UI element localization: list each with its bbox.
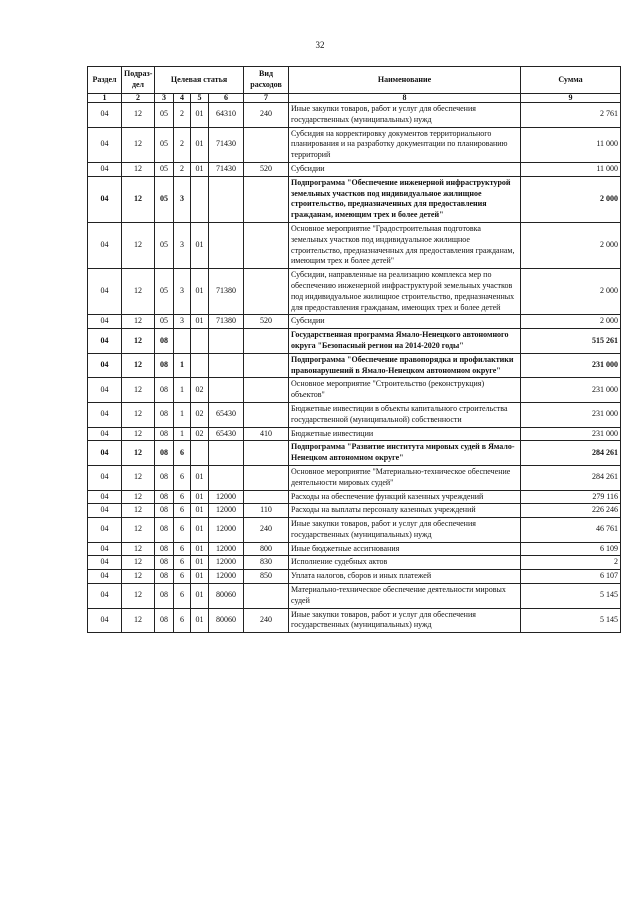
cell-direction <box>209 378 244 403</box>
cell-program: 08 <box>155 556 174 570</box>
cell-direction: 71430 <box>209 162 244 176</box>
cell-subprogram: 2 <box>174 127 191 162</box>
cell-podrazdel: 12 <box>122 427 155 441</box>
cell-vid <box>244 353 289 378</box>
cell-podrazdel: 12 <box>122 315 155 329</box>
table-row <box>88 269 621 315</box>
cell-direction <box>209 329 244 354</box>
cell-program: 08 <box>155 353 174 378</box>
table-body <box>88 103 621 633</box>
cell-vid: 110 <box>244 504 289 518</box>
table-row <box>88 353 621 378</box>
cell-event: 01 <box>191 570 209 584</box>
cell-program: 05 <box>155 103 174 128</box>
cell-sum: 231 000 <box>521 378 621 403</box>
column-number: 4 <box>174 94 191 103</box>
cell-vid: 850 <box>244 570 289 584</box>
cell-vid: 520 <box>244 162 289 176</box>
cell-event: 01 <box>191 556 209 570</box>
cell-name: Бюджетные инвестиции <box>289 427 521 441</box>
cell-subprogram: 1 <box>174 427 191 441</box>
cell-event: 01 <box>191 518 209 543</box>
cell-razdel: 04 <box>88 556 122 570</box>
cell-vid <box>244 127 289 162</box>
cell-event: 01 <box>191 608 209 633</box>
cell-sum: 231 000 <box>521 427 621 441</box>
cell-razdel: 04 <box>88 222 122 268</box>
cell-name: Расходы на выплаты персоналу казенных учреждений <box>289 504 521 518</box>
table-row <box>88 329 621 354</box>
cell-direction: 12000 <box>209 542 244 556</box>
cell-vid <box>244 176 289 222</box>
cell-direction: 12000 <box>209 556 244 570</box>
cell-event: 02 <box>191 378 209 403</box>
cell-direction: 71380 <box>209 315 244 329</box>
table-row <box>88 465 621 490</box>
cell-event: 01 <box>191 504 209 518</box>
cell-razdel: 04 <box>88 427 122 441</box>
header-row <box>88 67 621 94</box>
cell-podrazdel: 12 <box>122 570 155 584</box>
cell-event: 01 <box>191 162 209 176</box>
cell-subprogram: 6 <box>174 542 191 556</box>
cell-vid <box>244 465 289 490</box>
cell-sum: 226 246 <box>521 504 621 518</box>
cell-direction: 65430 <box>209 427 244 441</box>
cell-program: 08 <box>155 329 174 354</box>
cell-event <box>191 353 209 378</box>
cell-razdel: 04 <box>88 570 122 584</box>
cell-name: Субсидии <box>289 162 521 176</box>
cell-razdel: 04 <box>88 402 122 427</box>
cell-podrazdel: 12 <box>122 465 155 490</box>
cell-razdel: 04 <box>88 504 122 518</box>
cell-event: 02 <box>191 427 209 441</box>
cell-event <box>191 329 209 354</box>
table-row <box>88 504 621 518</box>
cell-razdel: 04 <box>88 176 122 222</box>
cell-vid: 520 <box>244 315 289 329</box>
header-razdel: Раздел <box>88 67 122 94</box>
table-row <box>88 490 621 504</box>
cell-podrazdel: 12 <box>122 353 155 378</box>
cell-direction: 80060 <box>209 608 244 633</box>
cell-razdel: 04 <box>88 315 122 329</box>
table-row <box>88 315 621 329</box>
cell-subprogram: 3 <box>174 269 191 315</box>
cell-vid <box>244 222 289 268</box>
cell-sum: 2 761 <box>521 103 621 128</box>
budget-table <box>87 66 621 633</box>
cell-sum: 231 000 <box>521 353 621 378</box>
cell-name: Государственная программа Ямало-Ненецкого автономного округа "Безопасный регион на 2014-2020 годы" <box>289 329 521 354</box>
cell-program: 08 <box>155 570 174 584</box>
cell-razdel: 04 <box>88 329 122 354</box>
table-row <box>88 570 621 584</box>
cell-razdel: 04 <box>88 490 122 504</box>
cell-sum: 2 <box>521 556 621 570</box>
column-number: 5 <box>191 94 209 103</box>
cell-event: 01 <box>191 490 209 504</box>
cell-direction <box>209 176 244 222</box>
cell-direction <box>209 441 244 466</box>
cell-subprogram: 6 <box>174 465 191 490</box>
column-number: 9 <box>521 94 621 103</box>
cell-direction: 65430 <box>209 402 244 427</box>
cell-sum: 2 000 <box>521 222 621 268</box>
cell-direction: 12000 <box>209 518 244 543</box>
cell-program: 05 <box>155 162 174 176</box>
column-number: 2 <box>122 94 155 103</box>
cell-sum: 2 000 <box>521 176 621 222</box>
cell-razdel: 04 <box>88 608 122 633</box>
cell-program: 08 <box>155 441 174 466</box>
cell-program: 08 <box>155 378 174 403</box>
cell-sum: 11 000 <box>521 127 621 162</box>
cell-subprogram: 1 <box>174 353 191 378</box>
cell-direction: 71430 <box>209 127 244 162</box>
cell-subprogram <box>174 329 191 354</box>
table-row <box>88 127 621 162</box>
cell-vid <box>244 269 289 315</box>
header-sum: Сумма <box>521 67 621 94</box>
cell-razdel: 04 <box>88 162 122 176</box>
cell-vid <box>244 584 289 609</box>
cell-razdel: 04 <box>88 269 122 315</box>
cell-name: Материально-техническое обеспечение деятельности мировых судей <box>289 584 521 609</box>
table-row <box>88 103 621 128</box>
column-number: 7 <box>244 94 289 103</box>
cell-name: Уплата налогов, сборов и иных платежей <box>289 570 521 584</box>
column-number: 8 <box>289 94 521 103</box>
cell-vid: 830 <box>244 556 289 570</box>
cell-podrazdel: 12 <box>122 162 155 176</box>
cell-direction: 71380 <box>209 269 244 315</box>
cell-podrazdel: 12 <box>122 542 155 556</box>
cell-vid <box>244 329 289 354</box>
cell-podrazdel: 12 <box>122 378 155 403</box>
header-vid: Вид расходов <box>244 67 289 94</box>
cell-sum: 46 761 <box>521 518 621 543</box>
cell-podrazdel: 12 <box>122 402 155 427</box>
cell-direction: 12000 <box>209 504 244 518</box>
cell-vid <box>244 378 289 403</box>
cell-subprogram: 1 <box>174 402 191 427</box>
table-row <box>88 427 621 441</box>
cell-program: 08 <box>155 402 174 427</box>
cell-podrazdel: 12 <box>122 269 155 315</box>
cell-podrazdel: 12 <box>122 490 155 504</box>
cell-event <box>191 176 209 222</box>
cell-vid <box>244 402 289 427</box>
header-name: Наименование <box>289 67 521 94</box>
table-row <box>88 542 621 556</box>
table-row <box>88 176 621 222</box>
cell-sum: 5 145 <box>521 584 621 609</box>
cell-subprogram: 6 <box>174 556 191 570</box>
cell-program: 05 <box>155 127 174 162</box>
column-numbers-row <box>88 94 621 103</box>
cell-name: Субсидия на корректировку документов территориального планирования и на разработку документации по планированию территорий <box>289 127 521 162</box>
cell-direction <box>209 465 244 490</box>
cell-program: 05 <box>155 222 174 268</box>
cell-sum: 284 261 <box>521 441 621 466</box>
cell-sum: 5 145 <box>521 608 621 633</box>
cell-event: 01 <box>191 103 209 128</box>
cell-program: 08 <box>155 608 174 633</box>
cell-subprogram: 6 <box>174 490 191 504</box>
cell-program: 08 <box>155 465 174 490</box>
cell-podrazdel: 12 <box>122 584 155 609</box>
cell-direction: 12000 <box>209 490 244 504</box>
cell-name: Расходы на обеспечение функций казенных учреждений <box>289 490 521 504</box>
cell-sum: 279 116 <box>521 490 621 504</box>
cell-name: Подпрограмма "Обеспечение правопорядка и профилактики правонарушений в Ямало-Ненецком автономном округе" <box>289 353 521 378</box>
cell-podrazdel: 12 <box>122 518 155 543</box>
header-podrazdel: Подраз-дел <box>122 67 155 94</box>
cell-subprogram: 6 <box>174 518 191 543</box>
cell-program: 05 <box>155 315 174 329</box>
column-number: 1 <box>88 94 122 103</box>
cell-razdel: 04 <box>88 584 122 609</box>
cell-subprogram: 6 <box>174 504 191 518</box>
cell-name: Иные закупки товаров, работ и услуг для обеспечения государственных (муниципальных) нужд <box>289 518 521 543</box>
cell-event: 01 <box>191 269 209 315</box>
cell-vid <box>244 441 289 466</box>
column-number: 3 <box>155 94 174 103</box>
cell-name: Иные закупки товаров, работ и услуг для обеспечения государственных (муниципальных) нужд <box>289 608 521 633</box>
cell-program: 05 <box>155 269 174 315</box>
cell-vid <box>244 490 289 504</box>
cell-razdel: 04 <box>88 127 122 162</box>
cell-razdel: 04 <box>88 518 122 543</box>
cell-razdel: 04 <box>88 353 122 378</box>
table-row <box>88 518 621 543</box>
cell-program: 08 <box>155 518 174 543</box>
cell-vid: 240 <box>244 608 289 633</box>
cell-direction: 12000 <box>209 570 244 584</box>
cell-sum: 515 261 <box>521 329 621 354</box>
table-row <box>88 608 621 633</box>
cell-razdel: 04 <box>88 465 122 490</box>
cell-vid: 800 <box>244 542 289 556</box>
cell-name: Субсидии, направленные на реализацию комплекса мер по обеспечению инженерной инфраструктурой земельных участков под индивидуальное жилищное строительство, предназначенных для предоставления гражданам, имеющих трех и более детей <box>289 269 521 315</box>
cell-direction <box>209 222 244 268</box>
table-row <box>88 441 621 466</box>
cell-podrazdel: 12 <box>122 504 155 518</box>
cell-name: Подпрограмма "Обеспечение инженерной инфраструктурой земельных участков под индивидуальное жилищное строительство, предназначенных для предоставления гражданам, имеющим трех и более детей" <box>289 176 521 222</box>
cell-sum: 11 000 <box>521 162 621 176</box>
cell-name: Основное мероприятие "Материально-техническое обеспечение деятельности мировых судей" <box>289 465 521 490</box>
cell-subprogram: 6 <box>174 584 191 609</box>
cell-subprogram: 3 <box>174 222 191 268</box>
cell-program: 08 <box>155 490 174 504</box>
cell-name: Бюджетные инвестиции в объекты капитального строительства государственной (муниципальной) собственности <box>289 402 521 427</box>
cell-name: Основное мероприятие "Градостроительная подготовка земельных участков под индивидуальное жилищное строительство, предназначенных для предоставления гражданам, имеющим трех и более детей" <box>289 222 521 268</box>
cell-event: 01 <box>191 127 209 162</box>
cell-name: Субсидии <box>289 315 521 329</box>
cell-name: Иные бюджетные ассигнования <box>289 542 521 556</box>
cell-subprogram: 2 <box>174 103 191 128</box>
cell-sum: 2 000 <box>521 315 621 329</box>
cell-razdel: 04 <box>88 542 122 556</box>
cell-podrazdel: 12 <box>122 441 155 466</box>
cell-subprogram: 2 <box>174 162 191 176</box>
column-number: 6 <box>209 94 244 103</box>
cell-vid: 240 <box>244 103 289 128</box>
table-row <box>88 378 621 403</box>
cell-podrazdel: 12 <box>122 556 155 570</box>
cell-podrazdel: 12 <box>122 127 155 162</box>
cell-razdel: 04 <box>88 378 122 403</box>
cell-vid: 410 <box>244 427 289 441</box>
cell-event: 02 <box>191 402 209 427</box>
header-target: Целевая статья <box>155 67 244 94</box>
table-row <box>88 584 621 609</box>
cell-program: 08 <box>155 542 174 556</box>
cell-event: 01 <box>191 465 209 490</box>
cell-sum: 284 261 <box>521 465 621 490</box>
table-row <box>88 556 621 570</box>
cell-subprogram: 3 <box>174 315 191 329</box>
table-row <box>88 162 621 176</box>
cell-subprogram: 6 <box>174 608 191 633</box>
cell-name: Основное мероприятие "Строительство (реконструкция) объектов" <box>289 378 521 403</box>
cell-name: Исполнение судебных актов <box>289 556 521 570</box>
cell-sum: 6 109 <box>521 542 621 556</box>
table-row <box>88 222 621 268</box>
cell-program: 08 <box>155 504 174 518</box>
cell-podrazdel: 12 <box>122 608 155 633</box>
cell-sum: 2 000 <box>521 269 621 315</box>
cell-podrazdel: 12 <box>122 176 155 222</box>
cell-razdel: 04 <box>88 441 122 466</box>
cell-program: 05 <box>155 176 174 222</box>
cell-sum: 6 107 <box>521 570 621 584</box>
cell-razdel: 04 <box>88 103 122 128</box>
cell-podrazdel: 12 <box>122 103 155 128</box>
cell-direction: 64310 <box>209 103 244 128</box>
cell-event: 01 <box>191 315 209 329</box>
cell-event: 01 <box>191 542 209 556</box>
cell-event: 01 <box>191 584 209 609</box>
cell-subprogram: 3 <box>174 176 191 222</box>
cell-program: 08 <box>155 427 174 441</box>
cell-event: 01 <box>191 222 209 268</box>
cell-podrazdel: 12 <box>122 222 155 268</box>
cell-subprogram: 6 <box>174 441 191 466</box>
cell-direction <box>209 353 244 378</box>
cell-program: 08 <box>155 584 174 609</box>
cell-subprogram: 6 <box>174 570 191 584</box>
cell-name: Иные закупки товаров, работ и услуг для обеспечения государственных (муниципальных) нужд <box>289 103 521 128</box>
page-number: 32 <box>315 40 325 50</box>
cell-sum: 231 000 <box>521 402 621 427</box>
cell-direction: 80060 <box>209 584 244 609</box>
table-row <box>88 402 621 427</box>
cell-name: Подпрограмма "Развитие института мировых судей в Ямало-Ненецком автономном округе" <box>289 441 521 466</box>
cell-vid: 240 <box>244 518 289 543</box>
cell-event <box>191 441 209 466</box>
cell-subprogram: 1 <box>174 378 191 403</box>
cell-podrazdel: 12 <box>122 329 155 354</box>
